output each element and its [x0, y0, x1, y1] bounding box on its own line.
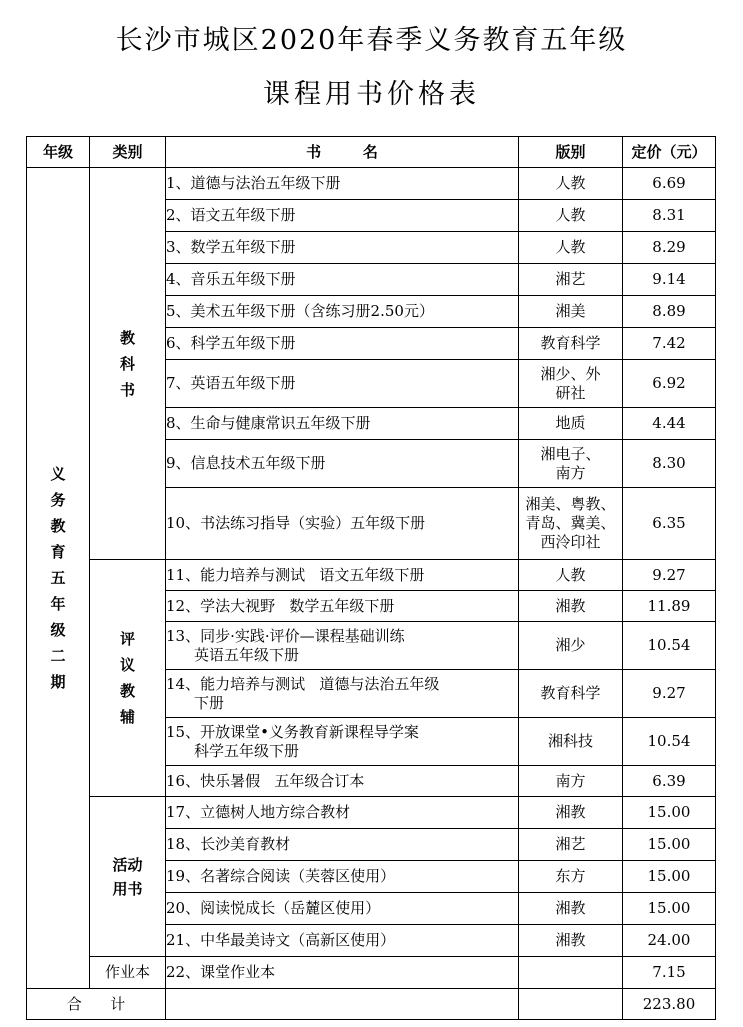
- book-name: 17、立德树人地方综合教材: [166, 797, 519, 829]
- category-textbook: [90, 168, 166, 560]
- header-grade: 年级: [27, 137, 90, 168]
- table-row: [27, 560, 716, 591]
- book-edition: 教育科学: [519, 328, 623, 360]
- book-name: 13、同步·实践·评价—课程基础训练: [166, 626, 405, 645]
- book-edition: 地质: [519, 408, 623, 440]
- book-name: 22、课堂作业本: [166, 957, 519, 989]
- book-name-continuation: 科学五年级下册: [194, 741, 300, 760]
- book-price: 7.42: [623, 328, 716, 360]
- book-name: 9、信息技术五年级下册: [166, 440, 519, 488]
- book-edition-cell: [519, 440, 623, 488]
- book-name: 3、数学五年级下册: [166, 232, 519, 264]
- book-price: 8.29: [623, 232, 716, 264]
- book-price: 7.15: [623, 957, 716, 989]
- book-price: 8.30: [623, 440, 716, 488]
- book-edition: 湘电子、南方: [540, 444, 601, 482]
- book-edition: 湘艺: [519, 829, 623, 861]
- category-homework: 作业本: [90, 957, 166, 989]
- header-category: 类别: [90, 137, 166, 168]
- book-name: 19、名著综合阅读（芙蓉区使用）: [166, 861, 519, 893]
- book-edition: 湘教: [519, 591, 623, 622]
- document-title-line1: 长沙市城区2020年春季义务教育五年级: [115, 25, 628, 56]
- book-name: 5、美术五年级下册（含练习册2.50元）: [166, 296, 519, 328]
- total-label: 合 计: [27, 989, 166, 1020]
- book-price: 9.14: [623, 264, 716, 296]
- book-price: 6.39: [623, 766, 716, 797]
- book-edition: 湘美、粤教、青岛、冀美、西泠印社: [525, 495, 616, 551]
- total-price: 223.80: [623, 989, 716, 1020]
- book-price: 15.00: [623, 797, 716, 829]
- book-edition: 东方: [519, 861, 623, 893]
- book-name-continuation: 下册: [194, 693, 225, 712]
- book-price: 15.00: [623, 829, 716, 861]
- table-row: [27, 797, 716, 829]
- book-price: 15.00: [623, 861, 716, 893]
- book-edition: 湘少、外研社: [540, 364, 601, 402]
- book-name: 4、音乐五年级下册: [166, 264, 519, 296]
- book-price: 8.31: [623, 200, 716, 232]
- book-price: 10.54: [623, 718, 716, 766]
- total-row: [27, 989, 716, 1020]
- header-price: 定价（元）: [623, 137, 716, 168]
- book-price: 15.00: [623, 893, 716, 925]
- book-name: 10、书法练习指导（实验）五年级下册: [166, 488, 519, 560]
- book-edition: [519, 957, 623, 989]
- book-price: 24.00: [623, 925, 716, 957]
- book-name: 11、能力培养与测试 语文五年级下册: [166, 560, 519, 591]
- book-edition: 人教: [519, 168, 623, 200]
- book-name: 8、生命与健康常识五年级下册: [166, 408, 519, 440]
- book-edition: 湘少: [519, 622, 623, 670]
- book-edition-cell: [519, 360, 623, 408]
- book-name: 15、开放课堂•义务教育新课程导学案: [166, 722, 419, 741]
- book-edition: 人教: [519, 200, 623, 232]
- book-name: 7、英语五年级下册: [166, 360, 519, 408]
- book-edition-cell: [519, 488, 623, 560]
- price-table: [26, 136, 716, 1020]
- book-name: 20、阅读悦成长（岳麓区使用）: [166, 893, 519, 925]
- grade-label: 义务教育五年级二期: [50, 465, 66, 691]
- table-row: [27, 957, 716, 989]
- book-price: 10.54: [623, 622, 716, 670]
- book-edition: 湘教: [519, 797, 623, 829]
- category-review-label: 评议教辅: [119, 630, 135, 726]
- book-name-cell: [166, 622, 519, 670]
- book-name: 16、快乐暑假 五年级合订本: [166, 766, 519, 797]
- book-edition: 湘教: [519, 925, 623, 957]
- book-edition: 湘艺: [519, 264, 623, 296]
- book-name: 2、语文五年级下册: [166, 200, 519, 232]
- category-textbook-label: 教科书: [119, 328, 135, 399]
- book-price: 6.92: [623, 360, 716, 408]
- header-name: 书 名: [166, 137, 519, 168]
- book-price: 4.44: [623, 408, 716, 440]
- table-row: [27, 168, 716, 200]
- book-price: 9.27: [623, 670, 716, 718]
- header-edition: 版别: [519, 137, 623, 168]
- book-name: 12、学法大视野 数学五年级下册: [166, 591, 519, 622]
- book-edition: 湘教: [519, 893, 623, 925]
- category-activity-label: 活动用书: [112, 855, 143, 898]
- book-edition: 南方: [519, 766, 623, 797]
- total-empty-edition: [519, 989, 623, 1020]
- book-price: 9.27: [623, 560, 716, 591]
- book-name: 21、中华最美诗文（高新区使用）: [166, 925, 519, 957]
- category-review: [90, 560, 166, 797]
- book-name-cell: [166, 670, 519, 718]
- header-row: [27, 137, 716, 168]
- book-name: 6、科学五年级下册: [166, 328, 519, 360]
- book-price: 6.69: [623, 168, 716, 200]
- book-name-cell: [166, 718, 519, 766]
- book-name: 18、长沙美育教材: [166, 829, 519, 861]
- book-name-continuation: 英语五年级下册: [194, 645, 300, 664]
- grade-cell: [27, 168, 90, 989]
- book-name: 1、道德与法治五年级下册: [166, 168, 519, 200]
- total-empty-name: [166, 989, 519, 1020]
- book-edition: 湘科技: [519, 718, 623, 766]
- book-price: 8.89: [623, 296, 716, 328]
- category-activity: [90, 797, 166, 957]
- document-title-line2: 课程用书价格表: [263, 79, 480, 110]
- book-name: 14、能力培养与测试 道德与法治五年级: [166, 674, 440, 693]
- book-price: 11.89: [623, 591, 716, 622]
- book-edition: 人教: [519, 232, 623, 264]
- book-price: 6.35: [623, 488, 716, 560]
- book-edition: 人教: [519, 560, 623, 591]
- book-edition: 教育科学: [519, 670, 623, 718]
- book-edition: 湘美: [519, 296, 623, 328]
